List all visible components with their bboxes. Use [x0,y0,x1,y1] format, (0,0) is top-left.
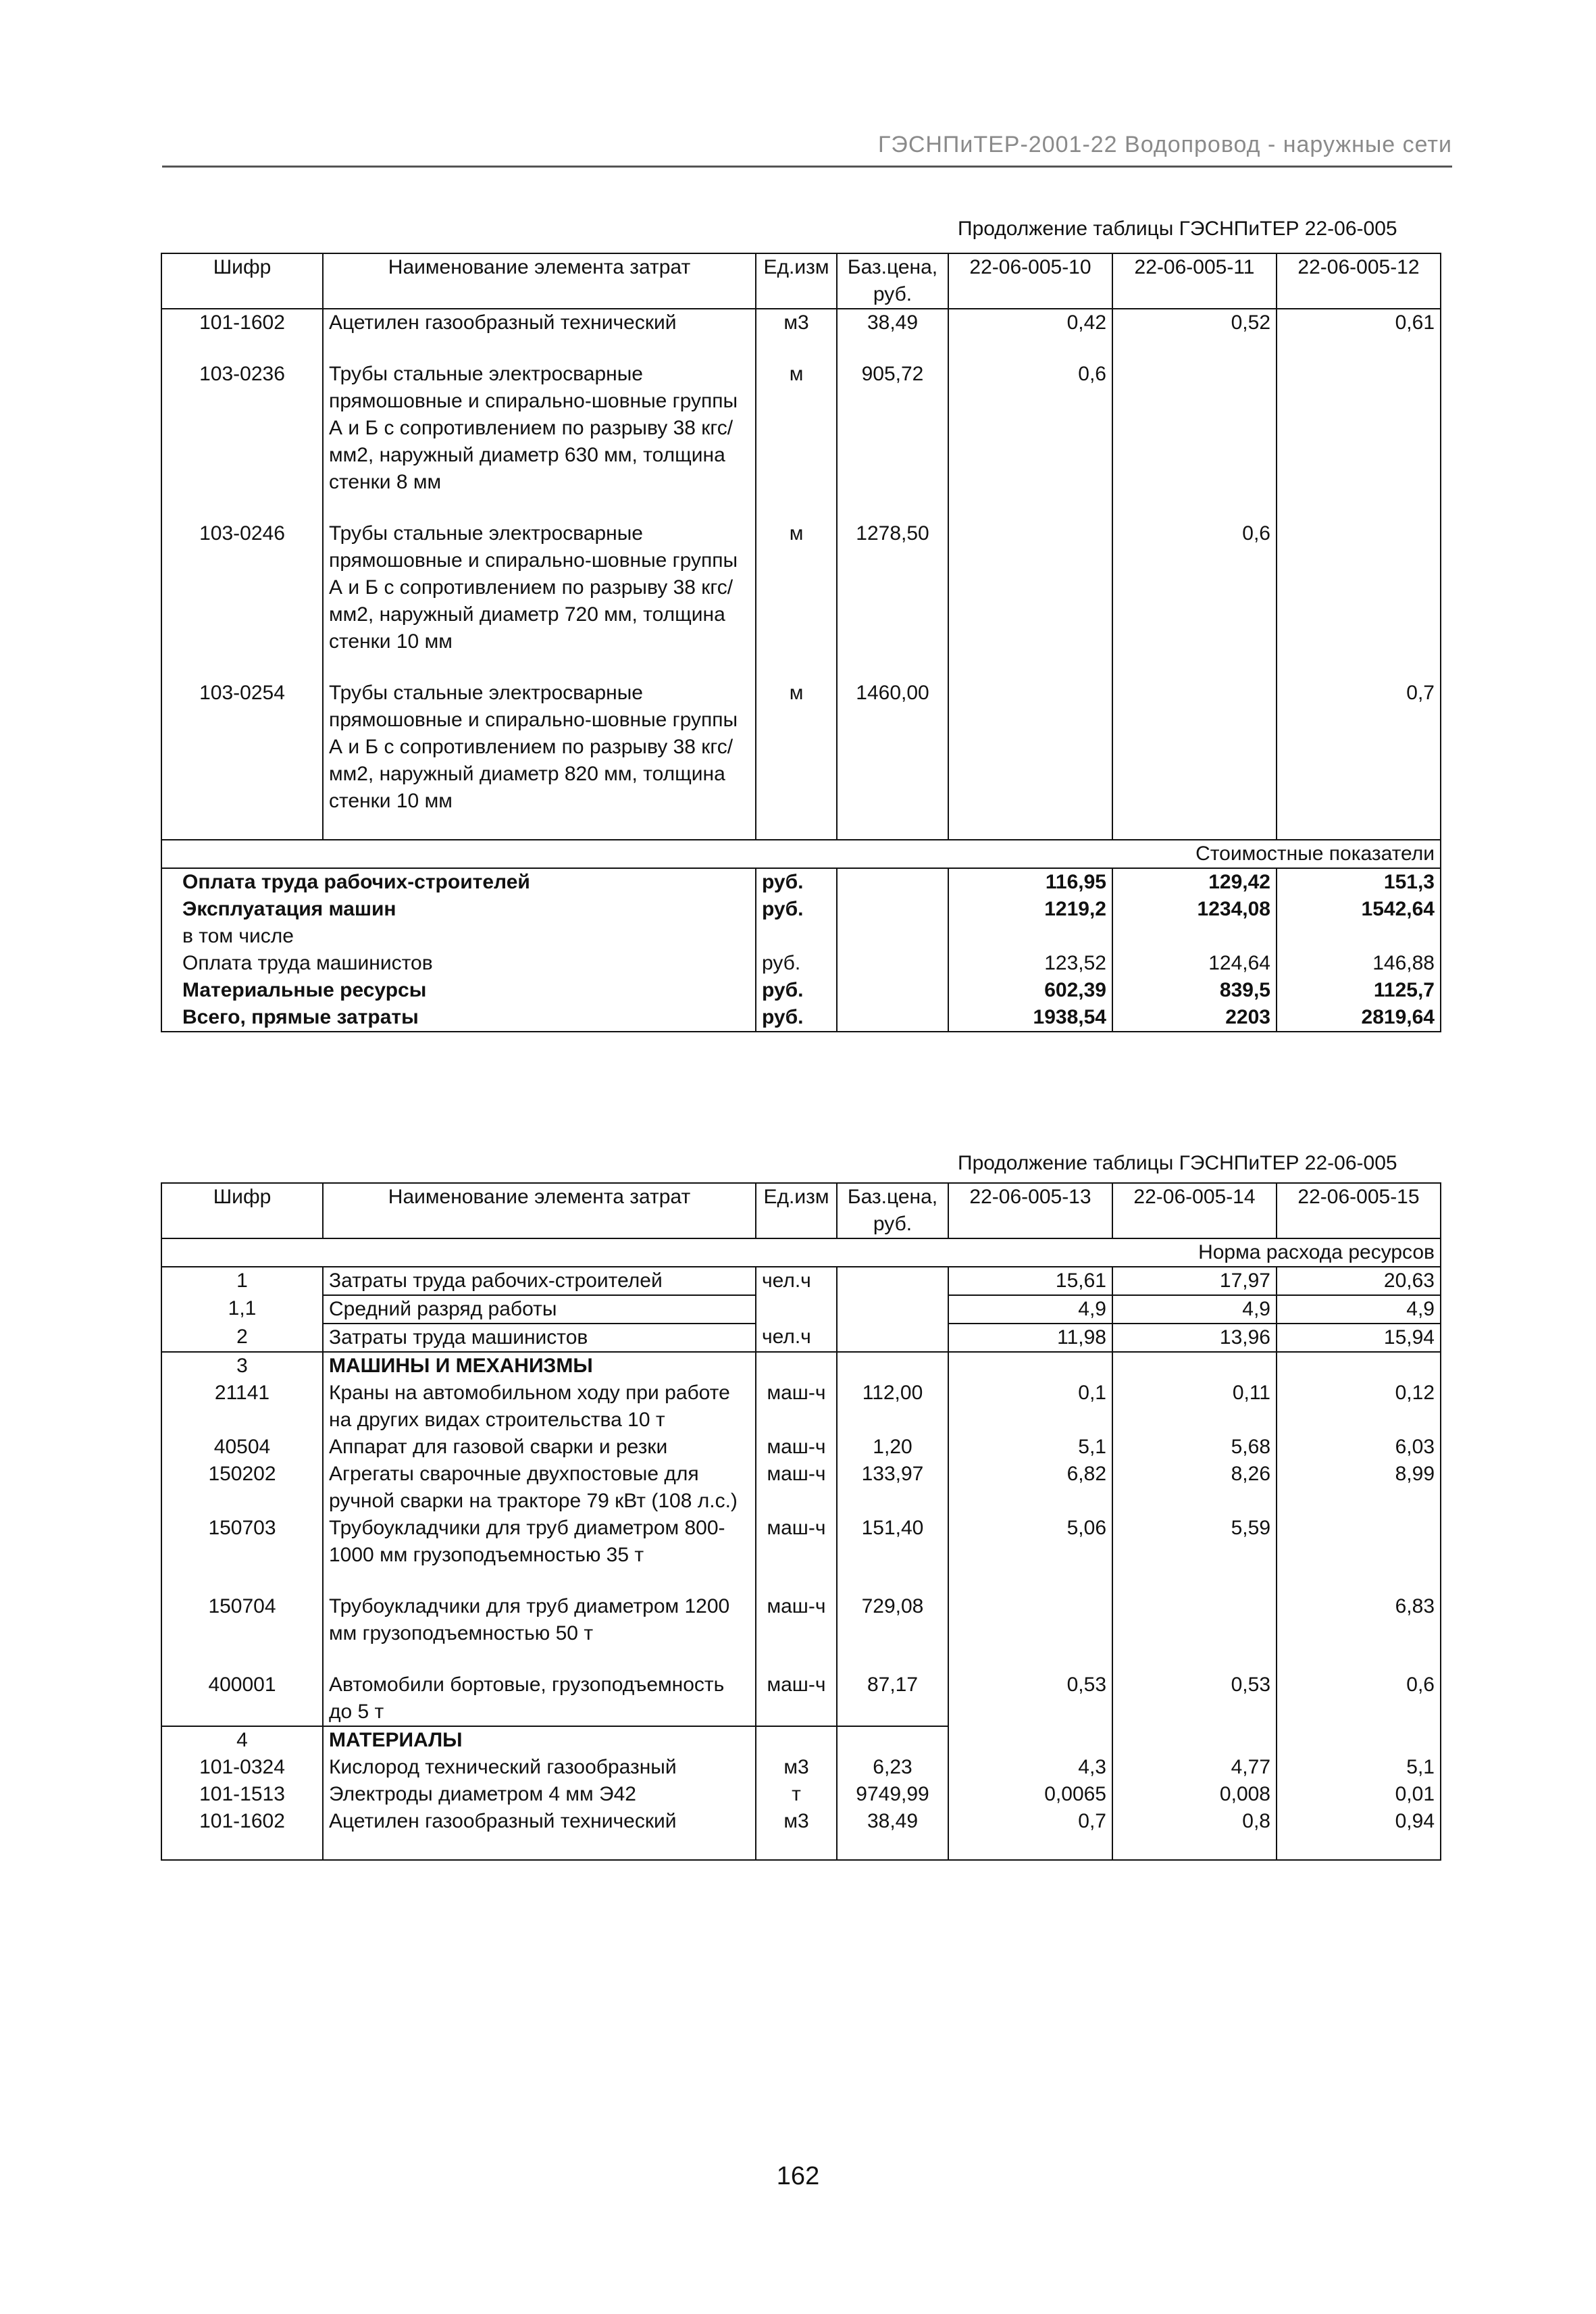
row-value-2 [1112,1593,1277,1647]
cost-name: Материальные ресурсы [161,977,756,1004]
row-value-2 [1112,361,1277,496]
row-value-1 [948,1593,1112,1647]
row-price: 6,23 [837,1754,948,1781]
table-row [161,361,1441,496]
row-value-2: 13,96 [1112,1324,1277,1352]
header-price: Баз.цена, руб. [837,1183,948,1238]
table-row [161,520,1441,655]
row-value-2: 0,53 [1112,1671,1277,1726]
cost-unit [756,923,837,950]
row-price: 151,40 [837,1515,948,1569]
table-row [161,1461,1441,1515]
row-code: 150704 [161,1593,323,1647]
row-code: 150202 [161,1461,323,1515]
row-value-3: 5,1 [1277,1754,1441,1781]
row-value-2 [1112,680,1277,815]
cost-value-2: 1234,08 [1112,896,1277,923]
row-code: 3 [161,1352,323,1380]
row-value-3: 8,99 [1277,1461,1441,1515]
row-unit: м3 [756,309,837,336]
row-price [837,1324,948,1352]
row-value-2 [1112,1352,1277,1380]
row-value-3: 0,7 [1277,680,1441,815]
row-value-1 [948,680,1112,815]
row-value-3 [1277,520,1441,655]
cost-name: Оплата труда рабочих-строителей [161,868,756,896]
table2-header-row [161,1183,1441,1238]
cost-name: в том числе [161,923,756,950]
row-unit: м3 [756,1754,837,1781]
table-row [161,1671,1441,1726]
row-unit: чел.ч [756,1267,837,1295]
row-value-1: 11,98 [948,1324,1112,1352]
row-price: 1,20 [837,1434,948,1461]
row-value-2: 0,11 [1112,1380,1277,1434]
cost-value-1: 1938,54 [948,1004,1112,1032]
table1 [161,253,1441,1032]
row-unit [756,1726,837,1754]
row-value-1: 4,3 [948,1754,1112,1781]
row-unit: т [756,1781,837,1808]
row-price: 905,72 [837,361,948,496]
row-unit: м3 [756,1808,837,1835]
row-code: 2 [161,1324,323,1352]
row-value-1: 0,42 [948,309,1112,336]
row-code: 4 [161,1726,323,1754]
section-row [161,1238,1441,1267]
row-code: 103-0236 [161,361,323,496]
row-code: 101-1602 [161,1808,323,1835]
cost-value-3: 1125,7 [1277,977,1441,1004]
cost-row [161,868,1441,896]
row-value-2: 5,68 [1112,1434,1277,1461]
row-unit [756,1295,837,1324]
row-code: 40504 [161,1434,323,1461]
row-value-1: 0,1 [948,1380,1112,1434]
row-value-1: 15,61 [948,1267,1112,1295]
row-name: МАТЕРИАЛЫ [323,1726,756,1754]
row-unit: маш-ч [756,1380,837,1434]
table1-header-row [161,253,1441,309]
section-label: Стоимостные показатели [161,840,1441,868]
row-value-3 [1277,1515,1441,1569]
row-price [837,1352,948,1380]
cost-row [161,1004,1441,1032]
row-price: 9749,99 [837,1781,948,1808]
cost-unit: руб. [756,896,837,923]
row-value-3 [1277,1726,1441,1754]
row-value-2: 17,97 [1112,1267,1277,1295]
row-code: 103-0254 [161,680,323,815]
cost-name: Эксплуатация машин [161,896,756,923]
running-head: ГЭСНПиТЕР-2001-22 Водопровод - наружные сети [162,132,1452,168]
table-row [161,680,1441,815]
table-row [161,1726,1441,1754]
row-name: Ацетилен газообразный технический [323,1808,756,1835]
row-name: Аппарат для газовой сварки и резки [323,1434,756,1461]
row-value-3: 0,6 [1277,1671,1441,1726]
row-code: 1 [161,1267,323,1295]
row-value-3: 6,83 [1277,1593,1441,1647]
row-value-2: 0,008 [1112,1781,1277,1808]
row-unit: м [756,520,837,655]
cost-value-3 [1277,923,1441,950]
row-price [837,1295,948,1324]
row-price: 38,49 [837,1808,948,1835]
cost-value-2: 839,5 [1112,977,1277,1004]
cost-value-2: 2203 [1112,1004,1277,1032]
table2-caption: Продолжение таблицы ГЭСНПиТЕР 22-06-005 [958,1152,1397,1174]
cost-unit: руб. [756,1004,837,1032]
row-price: 1460,00 [837,680,948,815]
cost-row [161,950,1441,977]
row-code: 150703 [161,1515,323,1569]
row-unit: маш-ч [756,1671,837,1726]
row-value-2 [1112,1726,1277,1754]
table-row [161,1808,1441,1835]
row-value-3: 0,61 [1277,309,1441,336]
row-value-1: 0,0065 [948,1781,1112,1808]
header-col3: 22-06-005-12 [1277,253,1441,309]
row-unit [756,1352,837,1380]
cost-value-2 [1112,923,1277,950]
cost-name: Оплата труда машинистов [161,950,756,977]
header-price: Баз.цена, руб. [837,253,948,309]
row-value-3 [1277,361,1441,496]
row-value-1: 5,1 [948,1434,1112,1461]
table2 [161,1182,1441,1861]
row-name: Ацетилен газообразный технический [323,309,756,336]
header-col3: 22-06-005-15 [1277,1183,1441,1238]
row-unit: маш-ч [756,1515,837,1569]
header-unit: Ед.изм [756,1183,837,1238]
row-price: 87,17 [837,1671,948,1726]
row-name: Краны на автомобильном ходу при работе на других видах строительства 10 т [323,1380,756,1434]
row-value-3: 0,94 [1277,1808,1441,1835]
row-code: 103-0246 [161,520,323,655]
cost-value-1: 123,52 [948,950,1112,977]
row-price: 1278,50 [837,520,948,655]
cost-value-2: 124,64 [1112,950,1277,977]
row-name: Трубы стальные электросварные прямошовные и спирально-шовные группы А и Б с сопротивлением по разрыву 38 кгс/мм2, наружный диаметр 820 мм, толщина стенки 10 мм [323,680,756,815]
table-row [161,1295,1441,1324]
cost-unit: руб. [756,977,837,1004]
row-value-3: 0,01 [1277,1781,1441,1808]
table-row [161,1324,1441,1352]
header-name: Наименование элемента затрат [323,253,756,309]
cost-unit: руб. [756,868,837,896]
row-name: МАШИНЫ И МЕХАНИЗМЫ [323,1352,756,1380]
header-unit: Ед.изм [756,253,837,309]
row-value-2: 4,77 [1112,1754,1277,1781]
cost-row [161,977,1441,1004]
row-code: 1,1 [161,1295,323,1324]
header-name: Наименование элемента затрат [323,1183,756,1238]
cost-value-3: 146,88 [1277,950,1441,977]
cost-value-3: 1542,64 [1277,896,1441,923]
table-row [161,1352,1441,1380]
table1-caption: Продолжение таблицы ГЭСНПиТЕР 22-06-005 [958,218,1397,240]
cost-value-1: 602,39 [948,977,1112,1004]
row-name: Средний разряд работы [323,1295,756,1324]
header-col1: 22-06-005-10 [948,253,1112,309]
row-code: 21141 [161,1380,323,1434]
row-value-3: 15,94 [1277,1324,1441,1352]
row-code: 101-1602 [161,309,323,336]
section-row [161,840,1441,868]
row-unit: маш-ч [756,1593,837,1647]
row-name: Кислород технический газообразный [323,1754,756,1781]
row-code: 101-1513 [161,1781,323,1808]
header-code: Шифр [161,253,323,309]
row-price [837,1726,948,1754]
row-code: 400001 [161,1671,323,1726]
cost-value-1: 1219,2 [948,896,1112,923]
row-value-3: 20,63 [1277,1267,1441,1295]
header-col2: 22-06-005-14 [1112,1183,1277,1238]
row-name: Агрегаты сварочные двухпостовые для ручной сварки на тракторе 79 кВт (108 л.с.) [323,1461,756,1515]
row-value-3: 6,03 [1277,1434,1441,1461]
table-row [161,1593,1441,1647]
table-row [161,1380,1441,1434]
cost-value-3: 151,3 [1277,868,1441,896]
cost-unit: руб. [756,950,837,977]
row-unit: маш-ч [756,1434,837,1461]
row-price: 112,00 [837,1380,948,1434]
row-value-3: 4,9 [1277,1295,1441,1324]
cost-row [161,896,1441,923]
row-name: Трубы стальные электросварные прямошовные и спирально-шовные группы А и Б с сопротивлением по разрыву 38 кгс/мм2, наружный диаметр 720 мм, толщина стенки 10 мм [323,520,756,655]
cost-value-2: 129,42 [1112,868,1277,896]
row-name: Трубы стальные электросварные прямошовные и спирально-шовные группы А и Б с сопротивлением по разрыву 38 кгс/мм2, наружный диаметр 630 мм, толщина стенки 8 мм [323,361,756,496]
header-col2: 22-06-005-11 [1112,253,1277,309]
table-row [161,1267,1441,1295]
cost-value-1 [948,923,1112,950]
row-value-3: 0,12 [1277,1380,1441,1434]
row-unit: чел.ч [756,1324,837,1352]
row-value-2: 0,8 [1112,1808,1277,1835]
row-value-2: 0,6 [1112,520,1277,655]
row-unit: маш-ч [756,1461,837,1515]
row-name: Затраты труда рабочих-строителей [323,1267,756,1295]
row-value-3 [1277,1352,1441,1380]
cost-name: Всего, прямые затраты [161,1004,756,1032]
row-value-1: 0,6 [948,361,1112,496]
row-name: Трубоукладчики для труб диаметром 800-1000 мм грузоподъемностью 35 т [323,1515,756,1569]
row-value-1: 6,82 [948,1461,1112,1515]
row-name: Затраты труда машинистов [323,1324,756,1352]
row-value-2: 5,59 [1112,1515,1277,1569]
row-price: 729,08 [837,1593,948,1647]
row-value-1: 0,7 [948,1808,1112,1835]
row-price [837,1267,948,1295]
row-value-2: 4,9 [1112,1295,1277,1324]
cost-value-1: 116,95 [948,868,1112,896]
cost-value-3: 2819,64 [1277,1004,1441,1032]
row-unit: м [756,680,837,815]
row-name: Трубоукладчики для труб диаметром 1200 мм грузоподъемностью 50 т [323,1593,756,1647]
row-value-1 [948,1352,1112,1380]
row-price: 38,49 [837,309,948,336]
page-number: 162 [776,2162,820,2190]
cost-row [161,923,1441,950]
row-value-1: 5,06 [948,1515,1112,1569]
table-row [161,1515,1441,1569]
table-row [161,1781,1441,1808]
row-value-2: 0,52 [1112,309,1277,336]
table-row [161,1434,1441,1461]
row-price: 133,97 [837,1461,948,1515]
row-name: Автомобили бортовые, грузоподъемность до 5 т [323,1671,756,1726]
row-value-1: 4,9 [948,1295,1112,1324]
row-value-1: 0,53 [948,1671,1112,1726]
row-value-2: 8,26 [1112,1461,1277,1515]
header-col1: 22-06-005-13 [948,1183,1112,1238]
row-value-1 [948,1726,1112,1754]
row-value-1 [948,520,1112,655]
table-row [161,309,1441,336]
row-unit: м [756,361,837,496]
row-code: 101-0324 [161,1754,323,1781]
header-code: Шифр [161,1183,323,1238]
section-label: Норма расхода ресурсов [161,1238,1441,1267]
table-row [161,1754,1441,1781]
row-name: Электроды диаметром 4 мм Э42 [323,1781,756,1808]
